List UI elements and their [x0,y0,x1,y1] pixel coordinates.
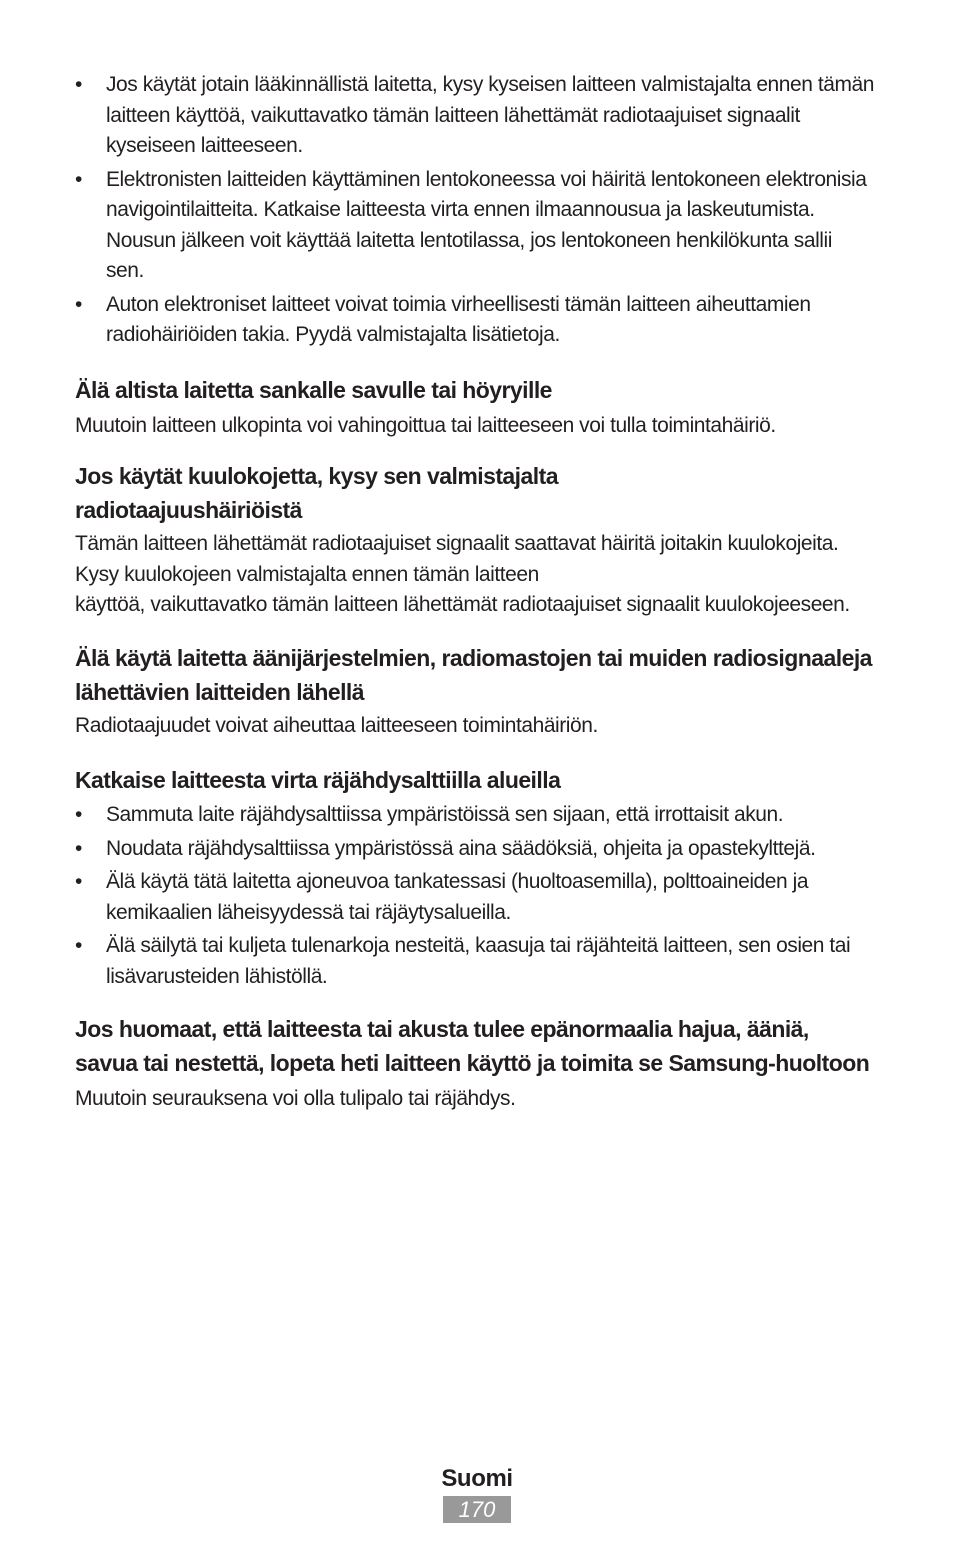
explosive-bullet-list [75,800,875,992]
section-body: Radiotaajuudet voivat aiheuttaa laitteeseen toimintahäiriön. [75,713,598,737]
list-item: • Sammuta laite räjähdysalttiissa ympäristöissä sen sijaan, että irrottaisit akun. [75,800,875,831]
section-odor [75,1012,875,1115]
section-broadcast [75,641,875,742]
page-number: 170 [443,1496,511,1523]
list-item: • Älä säilytä tai kuljeta tulenarkoja nesteitä, kaasuja tai räjähteitä laitteen, sen osien tai lisävarusteiden lähistöllä. [75,931,875,992]
section-heading: Älä altista laitetta sankalle savulle tai höyryille [75,376,552,403]
list-item: • Jos käytät jotain lääkinnällistä laitetta, kysy kyseisen laitteen valmistajalta ennen tämän laitteen käyttöä, vaikuttavatko tämän laitteen lähettämät radiotaajuiset signaalit kyseiseen laitteeseen. [75,70,875,162]
intro-bullet-list [75,70,875,351]
section-heading: Jos huomaat, että laitteesta tai akusta tulee epänormaalia hajua, ääniä, savua tai nestettä, lopeta heti laitteen käyttö ja toimita se Samsung-huoltoon [75,1016,870,1076]
section-body: Muutoin seurauksena voi olla tulipalo tai räjähdys. [75,1087,516,1110]
footer-language: Suomi [441,1465,513,1492]
section-heading-line: radiotaajuushäiriöistä [75,497,302,523]
list-item: • Auton elektroniset laitteet voivat toimia virheellisesti tämän laitteen aiheuttamien radiohäiriöiden takia. Pyydä valmistajalta lisätietoja. [75,290,875,351]
section-heading-line: Jos käytät kuulokojetta, kysy sen valmistajalta [75,463,558,489]
list-item: • Noudata räjähdysalttiissa ympäristössä aina säädöksiä, ohjeita ja opastekylttejä. [75,834,875,865]
section-heading: Katkaise laitteesta virta räjähdysalttiilla alueilla [75,767,561,793]
list-item: • Elektronisten laitteiden käyttäminen lentokoneessa voi häiritä lentokoneen elektronisia navigointilaitteita. Katkaise laitteesta virta ennen ilmaannousua ja laskeutumista. Nousun jälkeen voit käyttää laitetta lentotilassa, jos lentokoneen henkilökunta sallii sen. [75,165,875,287]
section-heading: Älä käytä laitetta äänijärjestelmien, radiomastojen tai muiden radiosignaaleja lähettävien laitteiden lähellä [75,644,872,705]
section-smoke [75,373,875,442]
section-body [75,529,875,621]
section-body: Muutoin laitteen ulkopinta voi vahingoittua tai laitteeseen voi tulla toimintahäiriö. [75,413,776,437]
section-body-line: Tämän laitteen lähettämät radiotaajuiset signaalit saattavat häiritä joitakin kuulokojeita. Kysy kuulokojeen valmistajalta ennen tämän laitteen [75,532,839,586]
section-hearing-aids [75,459,875,621]
section-explosive [75,763,875,992]
page-footer [0,1462,954,1523]
list-item: • Älä käytä tätä laitetta ajoneuvoa tankatessasi (huoltoasemilla), polttoaineiden ja kemikaalien läheisyydessä tai räjäytysalueilla. [75,867,875,928]
section-body-line: käyttöä, vaikuttavatko tämän laitteen lähettämät radiotaajuiset signaalit kuulokojeeseen. [75,593,850,616]
section-heading [75,459,875,527]
manual-page [75,70,875,1115]
